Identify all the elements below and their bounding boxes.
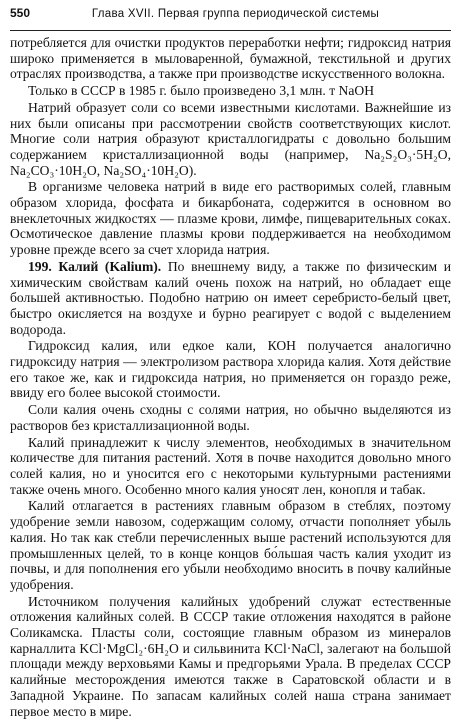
running-head: Глава XVII. Первая группа периодической системы	[91, 8, 380, 20]
paragraph: Только в СССР в 1985 г. было произведено 3,1 млн. т NaOH	[28, 83, 375, 99]
paragraph: В организме человека натрий в виде его растворимых солей, главным образом хлорида, фосфата и бикарбоната, содержится в основном во внеклеточных жидкостях — плазме крови, лимфе, пищеварительных соках. Осмотическое давление плазмы крови поддерживается на необходимом уровне прежде всего за счет хлорида натрия.	[10, 179, 451, 258]
page-header	[10, 6, 451, 31]
page-body	[10, 35, 451, 719]
paragraph-text: По внешнему виду, а также по физическим и химическим свойствам калий очень похож на натрий, но обладает еще большей активностью. Подобно натрию он имеет серебристо-белый цвет, быстро окисляется на воздухе и бурно реагирует с водой с выделением водорода.	[10, 258, 451, 337]
paragraph: Гидроксид калия, или едкое кали, КОН получается аналогично гидроксиду натрия — электролизом раствора хлорида калия. Хотя действие его такое же, как и гидроксида натрия, но применяется он гораздо реже, ввиду его более высокой стоимости.	[10, 338, 451, 401]
paragraph: Калий отлагается в растениях главным образом в стеблях, поэтому удобрение земли навозом, содержащим солому, отчасти пополняет убыль калия. Но так как стебли перечисленных выше растений используются для промышленных целей, то в конце концов бо́льшая часть калия уходит из почвы, и для пополнения его убыли необходимо вносить в почву калийные удобрения.	[10, 498, 451, 592]
section-paragraph	[10, 259, 451, 338]
paragraph: Натрий образует соли со всеми известными кислотами. Важнейшие из них были описаны при рассмотрении свойств соответствующих кислот. Многие соли натрия образуют кристаллогидраты с довольно большим содержанием кристаллизационной воды (например, Na₂S₂O₃·5H₂O, Na₂CO₃·10H₂O, Na₂SO₄·10H₂O).	[10, 99, 451, 178]
page-number: 550	[10, 6, 31, 20]
paragraph: потребляется для очистки продуктов переработки нефти; гидроксид натрия широко применяется в мыловаренной, бумажной, текстильной и других отраслях производства, а также при производстве искусственного волокна.	[10, 35, 451, 82]
paragraph: Соли калия очень сходны с солями натрия, но обычно выделяются из растворов без кристаллизационной воды.	[10, 402, 451, 433]
paragraph: Источником получения калийных удобрений служат естественные отложения калийных солей. В СССР такие отложения находятся в районе Соликамска. Пласты соли, состоящие главным образом из минералов карналлита KCl·MgCl₂·6H₂O и сильвинита KCl·NaCl, залегают на большой площади между верховьями Камы и предгорьями Урала. В пределах СССР калийные месторождения имеются также в Саратовской области и в Западной Украине. По запасам калийных солей наша страна занимает первое место в мире.	[10, 593, 451, 719]
paragraph: Калий принадлежит к числу элементов, необходимых в значительном количестве для питания растений. Хотя в почве находится довольно много солей калия, но и уносится его с некоторыми культурными растениями также очень много. Особенно много калия уносят лен, конопля и табак.	[10, 434, 451, 497]
section-heading: 199. Калий (Kalium).	[28, 258, 162, 274]
